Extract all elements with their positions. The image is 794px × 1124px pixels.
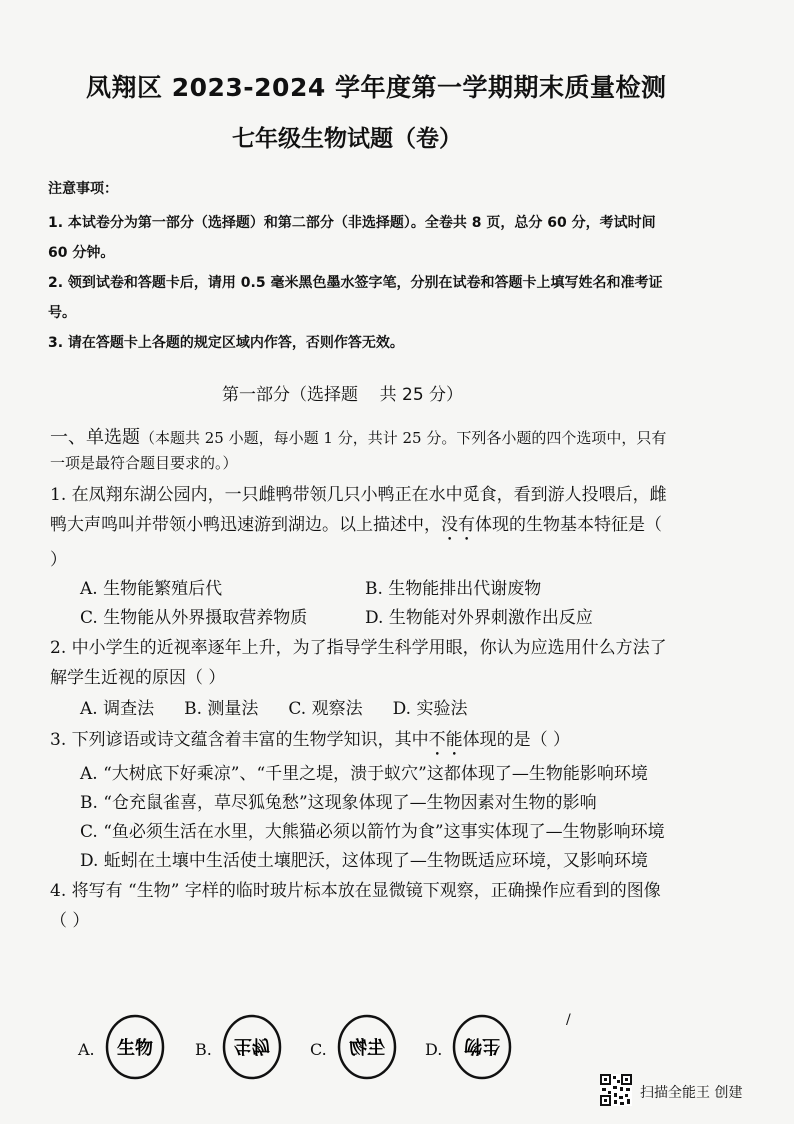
q1-emphasis: 没有	[441, 515, 475, 535]
section-heading: 第一部分（选择题 共 25 分）	[222, 385, 464, 405]
question-2: 2. 中小学生的近视率逐年上升，为了指导学生科学用眼，你认为应选用什么方法了解学生近视的原因（ ）	[50, 638, 667, 688]
question-4: 4. 将写有 “生物” 字样的临时玻片标本放在显微镜下观察，正确操作应看到的图像（ ）	[50, 881, 661, 931]
notice-heading: 注意事项：	[48, 181, 118, 197]
intro-label: 一、单选题	[50, 427, 140, 448]
q3-stem-a: 3. 下列谚语或诗文蕴含着丰富的生物学知识，其中	[50, 730, 429, 750]
question-3	[50, 725, 670, 760]
q4-option-b-lens	[221, 1014, 283, 1080]
q3-option-a: A. “大树底下好乘凉”、“千里之堤，溃于蚁穴”这都体现了—生物能影响环境	[80, 764, 648, 784]
q3-option-b: B. “仓充鼠雀喜，草尽狐兔愁”这现象体现了—生物因素对生物的影响	[80, 793, 597, 813]
q4-option-d-letter: D.	[425, 1040, 443, 1059]
qr-code-icon	[600, 1074, 632, 1106]
q4-image-options	[0, 1014, 560, 1084]
q1-stem-b: 体现的生物基本特征是（ ）	[50, 515, 662, 570]
q1-options	[50, 575, 670, 633]
q2-options	[50, 693, 670, 725]
q2-option-c: C. 观察法	[288, 699, 363, 719]
q1-option-a: A. 生物能繁殖后代	[80, 579, 223, 599]
scanner-label: 扫描全能王 创建	[640, 1085, 743, 1101]
questions-area	[50, 425, 670, 936]
q4-option-b-text: 生物	[234, 1035, 270, 1056]
q1-option-b: B. 生物能排出代谢废物	[365, 579, 542, 599]
q3-option-d: D. 蚯蚓在土壤中生活使土壤肥沃，这体现了—生物既适应环境，又影响环境	[80, 851, 648, 871]
stray-mark: /	[566, 1012, 571, 1028]
q4-option-a-letter: A.	[78, 1040, 95, 1059]
q3-emphasis: 不能	[428, 730, 463, 750]
q4-option-c-text: 生物	[349, 1038, 385, 1059]
q4-option-a-lens	[104, 1014, 166, 1080]
q4-option-a-text: 生物	[117, 1038, 153, 1059]
notice-item-1: 1. 本试卷分为第一部分（选择题）和第二部分（非选择题）。全卷共 8 页，总分 60 分，考试时间 60 分钟。	[48, 215, 656, 261]
notice-block	[48, 178, 668, 358]
notice-item-3: 3. 请在答题卡上各题的规定区域内作答，否则作答无效。	[48, 335, 404, 351]
q4-option-b-letter: B.	[195, 1040, 212, 1059]
q2-option-a: A. 调查法	[80, 699, 155, 719]
q1-stem-a: 1. 在凤翔东湖公园内，一只雌鸭带领几只小鸭正在水中觅食，看到游人投喂后，雌鸭大声鸣叫并带领小鸭迅速游到湖边。以上描述中，	[50, 485, 667, 535]
section-intro	[50, 425, 670, 476]
q4-option-d-text: 生物	[464, 1035, 500, 1056]
scanner-watermark	[600, 1074, 790, 1114]
question-1	[50, 480, 670, 575]
exam-subtitle: 七年级生物试题（卷）	[232, 126, 462, 152]
exam-title: 凤翔区 2023-2024 学年度第一学期期末质量检测	[86, 73, 667, 102]
q2-option-d: D. 实验法	[392, 699, 468, 719]
q1-option-d: D. 生物能对外界刺激作出反应	[365, 608, 593, 628]
q3-stem-b: 体现的是（ ）	[462, 730, 571, 750]
q2-option-b: B. 测量法	[184, 699, 259, 719]
q1-option-c: C. 生物能从外界摄取营养物质	[80, 608, 308, 628]
q3-option-c: C. “鱼必须生活在水里，大熊猫必须以箭竹为食”这事实体现了—生物影响环境	[80, 822, 665, 842]
q4-option-c-letter: C.	[310, 1040, 327, 1059]
q4-option-c-lens	[336, 1014, 398, 1080]
q4-option-d-lens	[451, 1014, 513, 1080]
intro-text: （本题共 25 小题，每小题 1 分，共计 25 分。下列各小题的四个选项中，只有一项是最符合题目要求的。）	[50, 429, 667, 472]
notice-item-2: 2. 领到试卷和答题卡后，请用 0.5 毫米黑色墨水签字笔，分别在试卷和答题卡上填写姓名和准考证号。	[48, 275, 663, 321]
